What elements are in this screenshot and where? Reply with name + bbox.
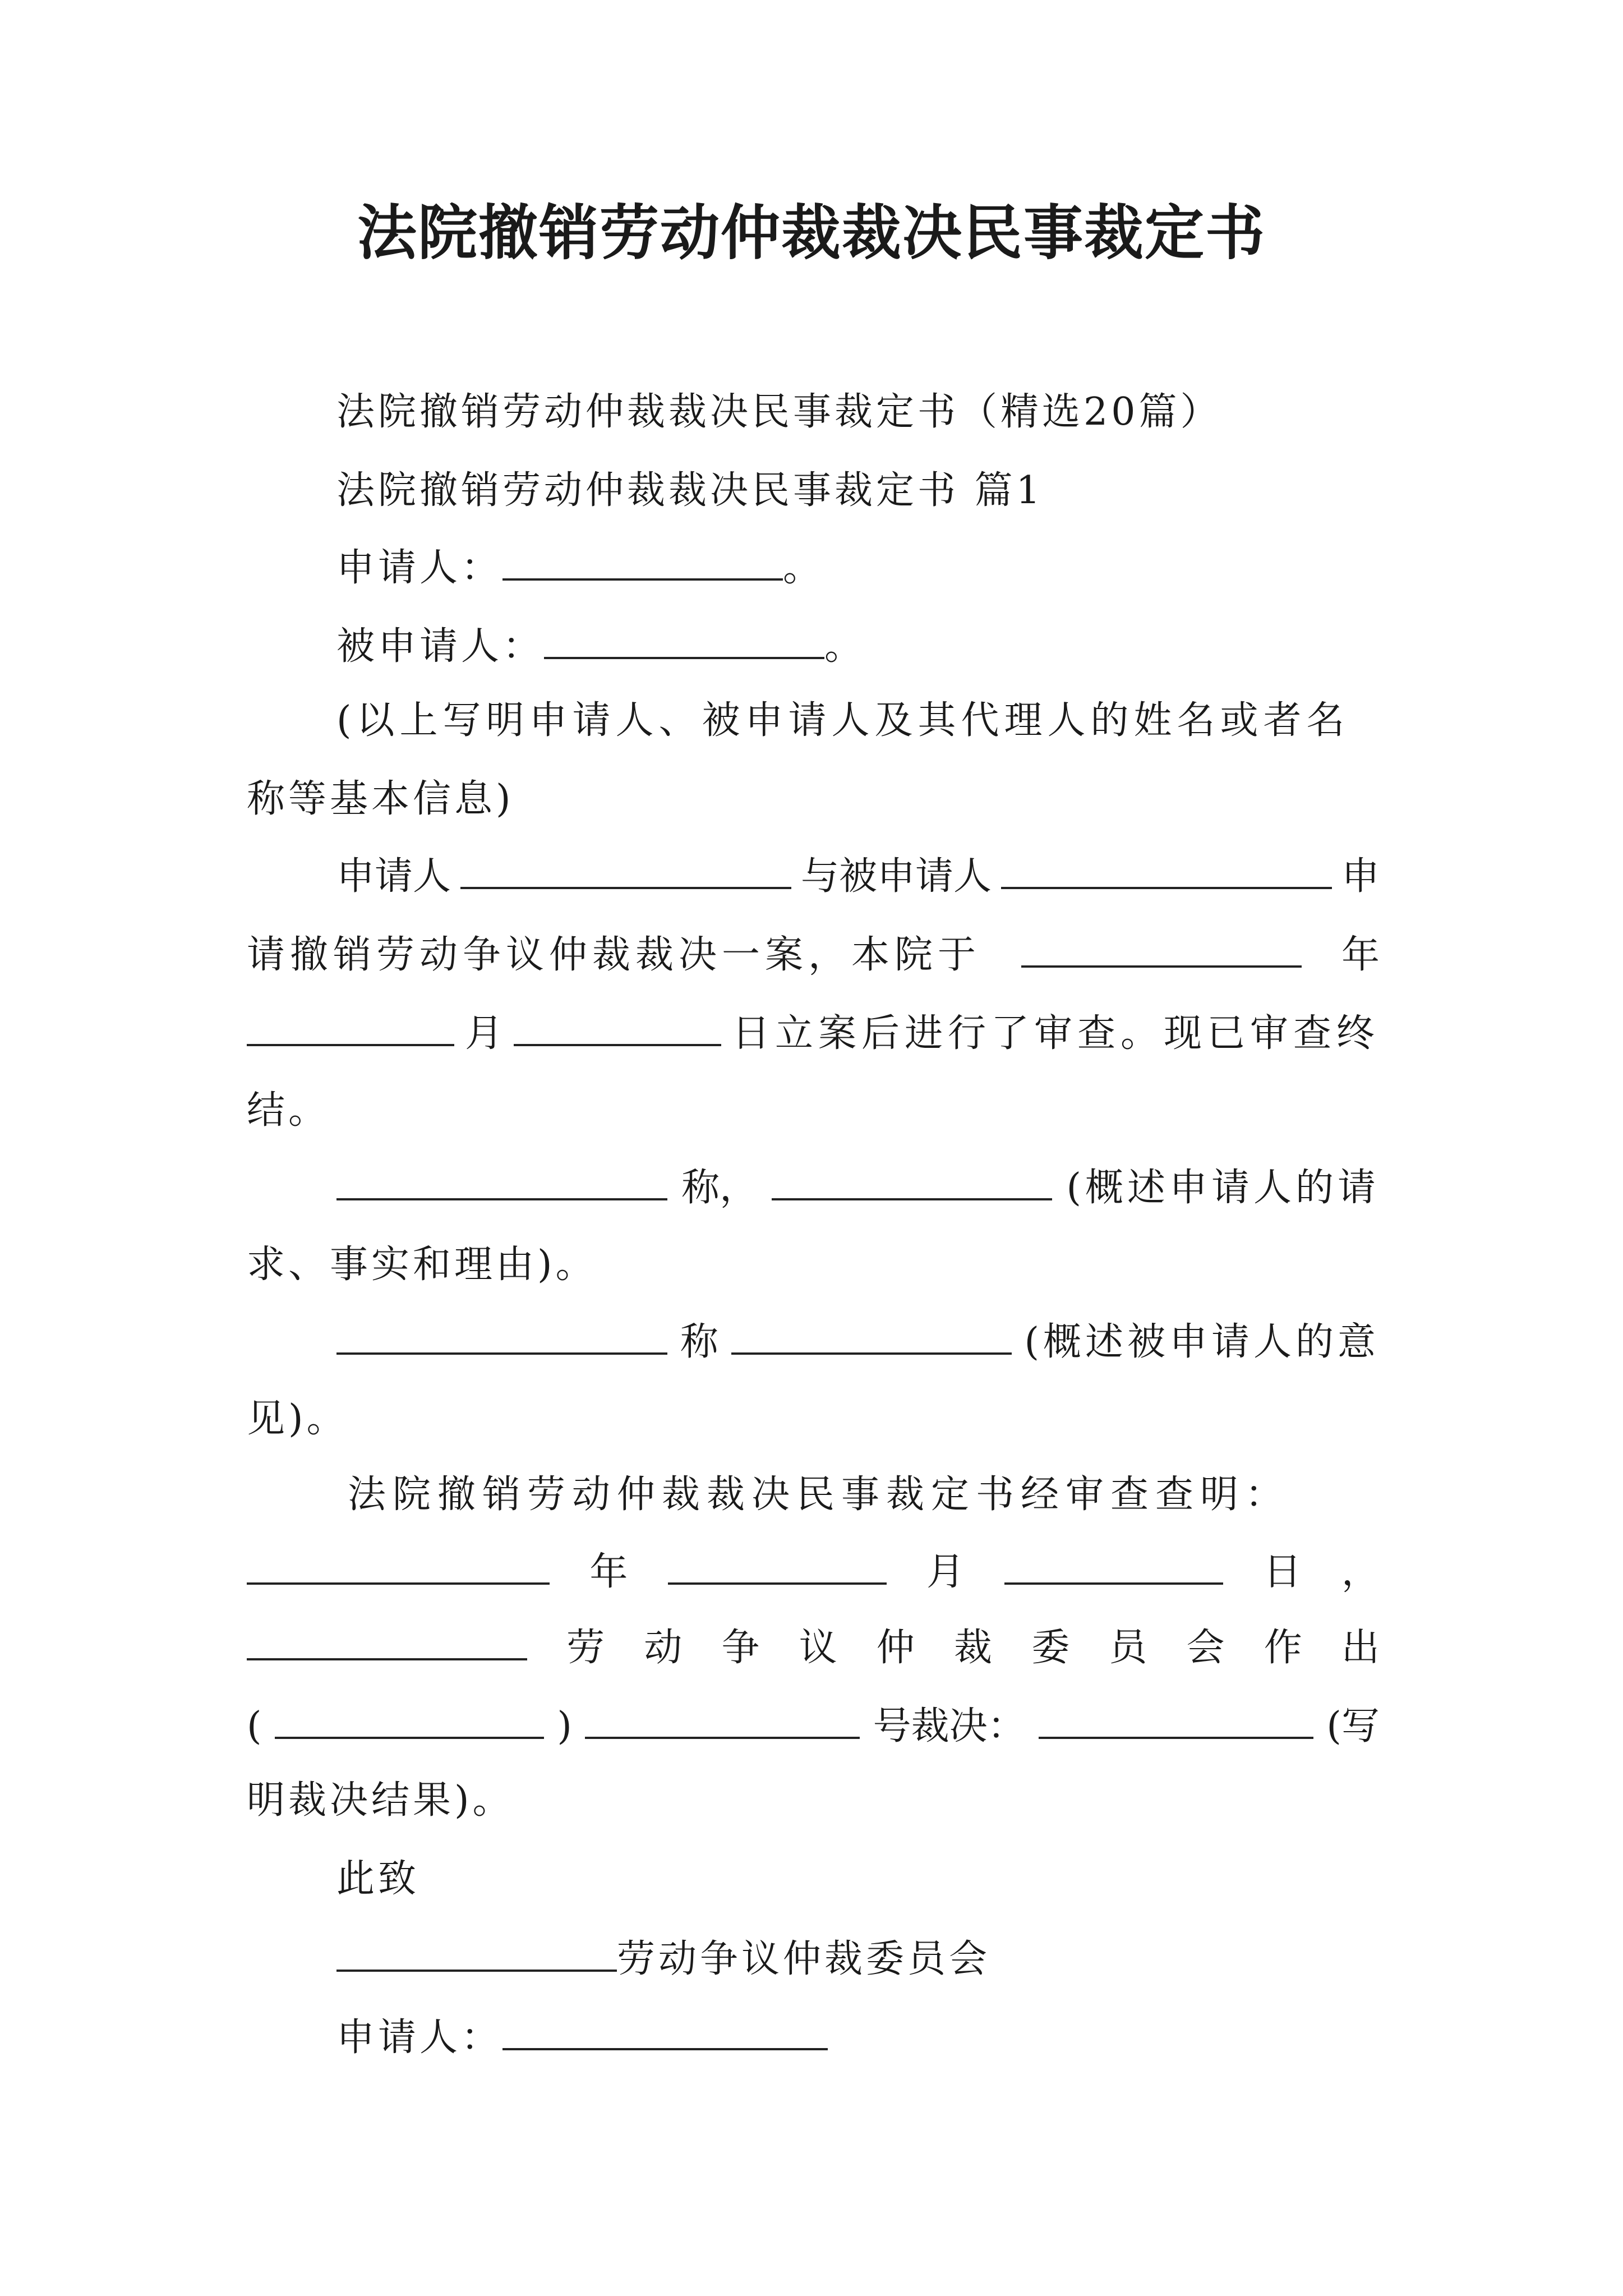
applicant-period: 。	[783, 546, 825, 590]
note-line-1	[336, 696, 1380, 746]
p4-day-text: 日	[1263, 1550, 1302, 1594]
p1-line-1	[336, 850, 1380, 902]
p1-case-text: 请撤销劳动争议仲裁裁决一案，本院于	[247, 933, 981, 977]
p4-day-blank	[1004, 1545, 1223, 1585]
p4-line-5: 明裁决结果)。	[247, 1778, 514, 1823]
p4-award-text: 号裁决：	[873, 1704, 1026, 1749]
p4-write-text: (写	[1326, 1704, 1380, 1749]
p2-line-1	[336, 1161, 1380, 1213]
p3-content-blank	[731, 1315, 1012, 1355]
p1-apply-char: 申	[1341, 854, 1380, 899]
p4-line-1	[348, 1470, 1380, 1520]
p4-year-blank	[247, 1545, 550, 1585]
p3-says-text: 称	[680, 1320, 718, 1364]
committee-blank	[336, 1932, 617, 1972]
applicant-sign-blank	[502, 2011, 828, 2050]
p1-line-4: 结。	[247, 1088, 330, 1133]
p1-day-blank	[514, 1007, 721, 1046]
committee-text: 劳动争议仲裁委员会	[617, 1937, 991, 1981]
note-text-1: (以上写明申请人、被申请人及其代理人的姓名或者名	[336, 698, 1350, 743]
respondent-blank	[544, 620, 824, 659]
p4-number-blank	[585, 1700, 860, 1739]
document-title: 法院撤销劳动仲裁裁决民事裁定书	[357, 197, 1266, 268]
p1-month-blank	[247, 1007, 454, 1046]
p4-year-code-blank	[275, 1700, 544, 1739]
p4-line-2	[247, 1545, 1380, 1598]
applicant-sign-line	[336, 2011, 1380, 2063]
p2-summary-text: (概述申请人的请	[1066, 1166, 1380, 1210]
p4-line-3	[247, 1621, 1380, 1673]
respondent-line	[336, 620, 1380, 672]
p4-char: 出	[1341, 1626, 1380, 1670]
p1-respondent-blank	[1001, 850, 1332, 889]
p4-month-blank	[668, 1545, 887, 1585]
p4-findings-text: 法院撤销劳动仲裁裁决民事裁定书经审查查明：	[348, 1473, 1290, 1517]
p1-respondent-text: 与被申请人	[800, 854, 992, 899]
p4-char: 员	[1109, 1626, 1147, 1670]
p3-party-blank	[336, 1315, 667, 1355]
p4-open-paren: (	[247, 1704, 262, 1749]
p2-says-text: 称，	[681, 1166, 758, 1210]
p4-month-text: 月	[926, 1550, 965, 1594]
p4-char: 裁	[954, 1626, 993, 1670]
p1-line-2	[247, 928, 1380, 981]
section-heading: 法院撤销劳动仲裁裁决民事裁定书 篇1	[336, 468, 1044, 513]
p4-char: 会	[1186, 1626, 1225, 1670]
p4-char: 委	[1031, 1626, 1070, 1670]
p4-char: 动	[644, 1626, 683, 1670]
p3-summary-text: (概述被申请人的意	[1024, 1320, 1380, 1364]
note-line-2: 称等基本信息)	[247, 777, 514, 821]
applicant-line	[336, 541, 1380, 593]
p2-party-blank	[336, 1161, 667, 1200]
p1-year-blank	[1021, 928, 1302, 968]
respondent-period: 。	[824, 624, 866, 669]
p2-line-2: 求、事实和理由)。	[247, 1243, 597, 1287]
p1-applicant-text: 申请人	[336, 854, 451, 899]
applicant-sign-label: 申请人：	[336, 2016, 503, 2060]
p3-line-1	[336, 1315, 1380, 1368]
p4-line-4	[247, 1700, 1380, 1752]
p4-committee-blank	[247, 1621, 527, 1660]
respondent-label: 被申请人：	[336, 624, 545, 669]
p4-comma: ，	[1341, 1550, 1380, 1594]
salutation: 此致	[336, 1857, 420, 1901]
p4-char: 争	[721, 1626, 760, 1670]
p4-char: 劳	[566, 1626, 605, 1670]
p4-year-text: 年	[589, 1550, 628, 1594]
p1-year-text: 年	[1341, 933, 1380, 977]
subtitle: 法院撤销劳动仲裁裁决民事裁定书（精选20篇）	[336, 390, 1222, 434]
p1-month-text: 月	[464, 1011, 503, 1056]
p1-line-3	[247, 1007, 1380, 1059]
applicant-blank	[502, 541, 783, 581]
p1-applicant-blank	[460, 850, 791, 889]
applicant-label: 申请人：	[336, 546, 503, 590]
p4-char: 作	[1264, 1626, 1302, 1670]
committee-line	[336, 1932, 1380, 1985]
p1-review-text: 日立案后进行了审查。现已审查终	[731, 1011, 1380, 1056]
p4-close-paren: )	[557, 1704, 572, 1749]
p4-char: 议	[799, 1626, 837, 1670]
p3-line-2: 见)。	[247, 1397, 348, 1441]
p4-result-blank	[1039, 1700, 1313, 1739]
p2-content-blank	[772, 1161, 1052, 1200]
p4-char: 仲	[876, 1626, 915, 1670]
